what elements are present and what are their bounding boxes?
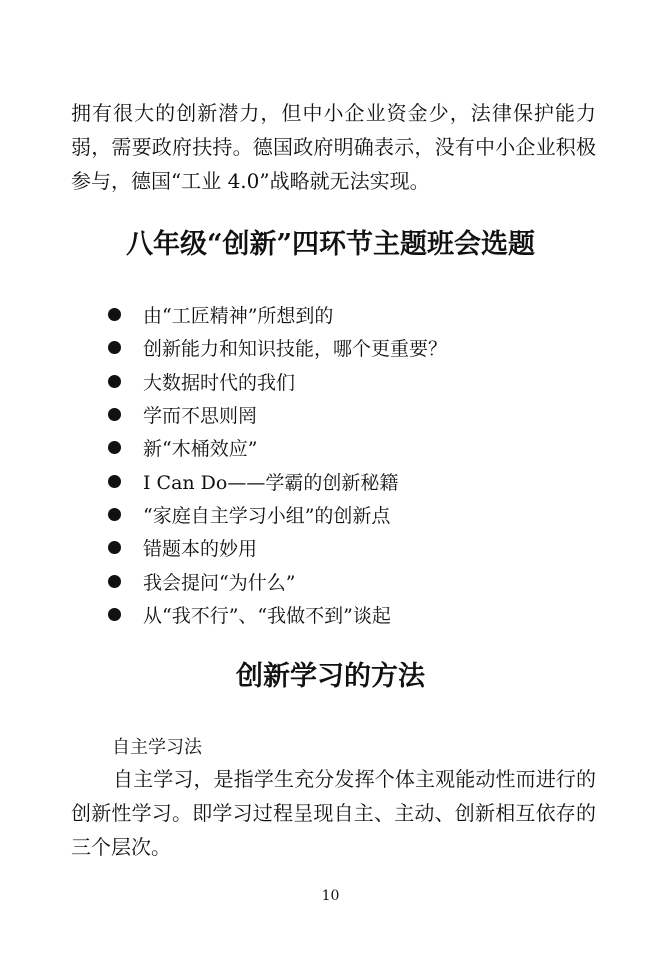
bullet-icon	[108, 608, 121, 621]
method-heading: 自主学习法	[112, 737, 202, 758]
section-title-topics: 八年级“创新”四环节主题班会选题	[125, 229, 536, 260]
intro-text: 拥有很大的创新潜力，但中小企业资金少，法律保护能力弱，需要政府扶持。德国政府明确表示，没有中小企业积极参与，德国“工业 4.0”战略就无法实现。	[71, 101, 596, 193]
topic-label: I Can Do——学霸的创新秘籍	[143, 471, 399, 494]
topic-label: 创新能力和知识技能，哪个更重要？	[143, 338, 448, 361]
topic-label: 新“木桶效应”	[143, 438, 258, 461]
section-title-methods: 创新学习的方法	[236, 661, 425, 692]
bullet-icon	[108, 575, 121, 588]
topic-label: 从“我不行”、“我做不到”谈起	[143, 604, 391, 627]
list-item	[108, 498, 447, 531]
bullet-icon	[108, 375, 121, 388]
topic-label: 学而不思则罔	[143, 405, 258, 428]
topic-list	[108, 298, 447, 631]
page-number: 10	[321, 888, 340, 904]
list-item	[108, 398, 447, 431]
bullet-icon	[108, 475, 121, 488]
bullet-icon	[108, 541, 121, 554]
bullet-icon	[108, 308, 121, 321]
list-item	[108, 331, 447, 364]
list-item	[108, 298, 447, 331]
topic-label: 错题本的妙用	[143, 538, 258, 561]
bullet-icon	[108, 508, 121, 521]
intro-paragraph	[71, 96, 596, 198]
list-item	[108, 531, 447, 564]
topic-label: 由“工匠精神”所想到的	[143, 305, 334, 328]
bullet-icon	[108, 408, 121, 421]
list-item	[108, 598, 447, 631]
topic-label: 我会提问“为什么”	[143, 571, 296, 594]
list-item	[108, 464, 447, 497]
bullet-icon	[108, 341, 121, 354]
bullet-icon	[108, 441, 121, 454]
method-text: 自主学习，是指学生充分发挥个体主观能动性而进行的创新性学习。即学习过程呈现自主、主动、创新相互依存的三个层次。	[71, 767, 596, 859]
topic-label: 大数据时代的我们	[143, 371, 296, 394]
method-paragraph	[71, 762, 596, 864]
list-item	[108, 431, 447, 464]
list-item	[108, 564, 447, 597]
list-item	[108, 365, 447, 398]
topic-label: “家庭自主学习小组”的创新点	[143, 504, 391, 527]
